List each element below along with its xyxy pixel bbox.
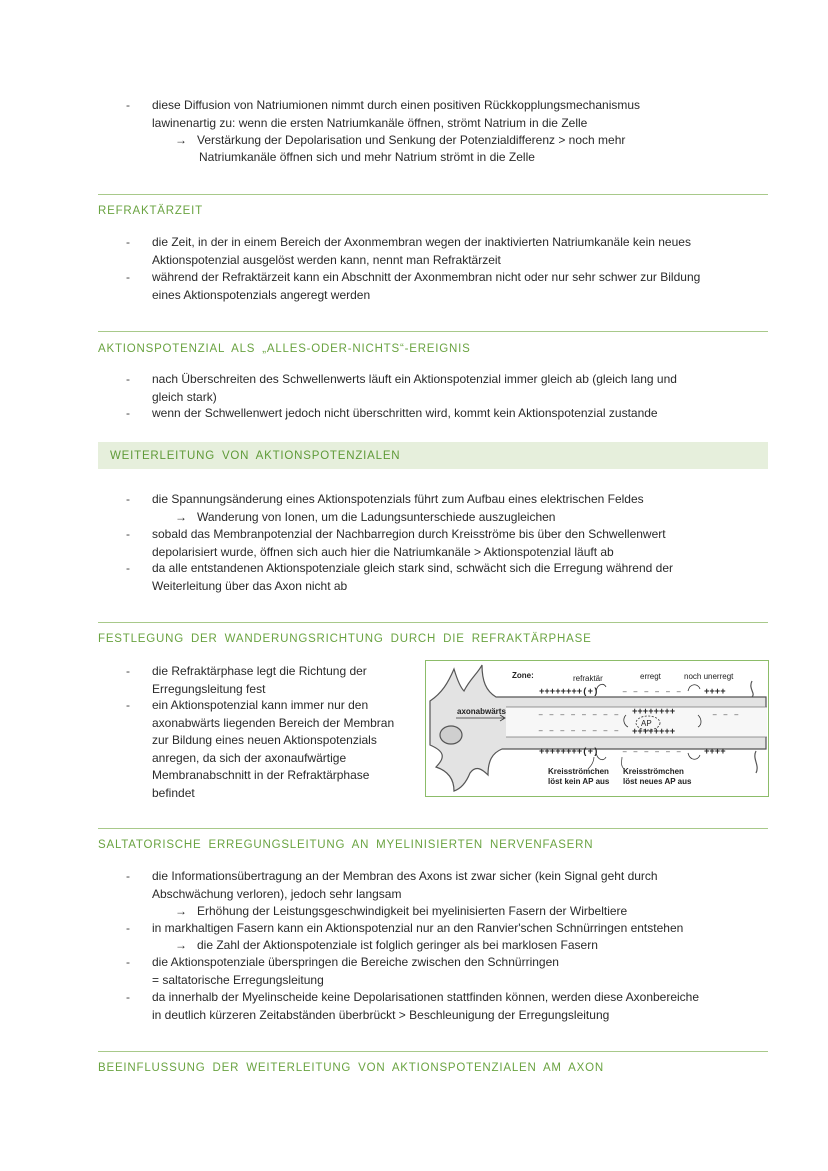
intro-sub-1: → Verstärkung der Depolarisation und Senkung der Potenzialdifferenz > noch mehr [175,132,735,150]
kreis1-line2: löst kein AP aus [548,777,610,786]
intro-sub-1-cont: Natriumkanäle öffnen sich und mehr Natrium strömt in die Zelle [199,150,535,164]
bullet-dash: - [126,561,130,575]
heading-weiterleitung: WEITERLEITUNG VON AKTIONSPOTENZIALEN [110,450,401,462]
charge-minus-top: – – – – – – [622,687,682,697]
salt-bullet-2: in markhaltigen Fasern kann ein Aktionspotenzial nur an den Ranvier'schen Schnürringen entstehen [152,921,684,935]
heading-festlegung: FESTLEGUNG DER WANDERUNGSRICHTUNG DURCH DIE REFRAKTÄRPHASE [98,633,592,645]
charge-plus-bottom-right: ++++ [704,747,726,757]
zone-erregt: erregt [640,672,661,681]
ap-label: AP [641,719,652,728]
salt-bullet-1: die Informationsübertragung an der Membran des Axons ist zwar sicher (kein Signal geht durch Abschwächung verloren), jedoch sehr langsam [152,869,658,901]
charge-minus-inner: – – – – – – – – [538,710,620,720]
bullet-dash: - [126,235,130,249]
weiterleitung-bullet-3: da alle entstandenen Aktionspotenziale gleich stark sind, schwächt sich die Erregung während der Weiterleitung über das Axon nicht ab [152,561,673,593]
arrow-icon: → [175,938,187,952]
label-axonabwaerts: axonabwärts [457,707,506,716]
heading-alles-oder-nichts: AKTIONSPOTENZIAL ALS „ALLES-ODER-NICHTS“-EREIGNIS [98,343,471,355]
zone-unerregt: noch unerregt [684,672,734,681]
arrow-icon: → [175,510,187,524]
refraktaer-bullet-2: während der Refraktärzeit kann ein Abschnitt der Axonmembran nicht oder nur sehr schwer zur Bildung eines Aktionspotenzials angeregt werden [152,270,701,302]
charge-plus-inner-lower: ++++++++ [632,727,676,737]
bullet-dash: - [126,990,130,1004]
bullet-dash: - [126,921,130,935]
bullet-dash: - [126,98,130,112]
cell-nucleus [440,726,462,744]
section-divider [98,331,768,332]
kreis1-line1: Kreisströmchen [548,767,609,776]
charge-plus-bottom: ++++++++(+) [539,747,599,757]
bullet-dash: - [126,955,130,969]
salt-sub-1: → Erhöhung der Leistungsgeschwindigkeit bei myelinisierten Fasern der Wirbeltiere [175,903,735,921]
axon-diagram [425,660,769,797]
festlegung-bullet-2: ein Aktionspotenzial kann immer nur den axonabwärts liegenden Bereich der Membran zur Bildung eines neuen Aktionspotenzials anregen, da sich der axonaufwärtige Membranabschnitt in der Refraktärphase befindet [152,698,395,800]
current-arc-icon [688,753,700,759]
salt-sub-2: → die Zahl der Aktionspotenziale ist folglich geringer als bei marklosen Fasern [175,937,735,955]
bullet-dash: - [126,270,130,284]
section-divider [98,1051,768,1052]
charge-plus-top: ++++++++(+) [539,687,599,697]
charge-plus-top-right: ++++ [704,687,726,697]
charge-minus-inner-right: – – – [712,710,740,720]
salt-bullet-4: da innerhalb der Myelinscheide keine Depolarisationen stattfinden können, werden diese Axonbereiche in deutlich kürzeren Zeitabständen überbrückt > Beschleunigung der Erregungsleitung [152,990,700,1022]
zone-label: Zone: [512,671,534,680]
festlegung-bullet-1: die Refraktärphase legt die Richtung der Erregungsleitung fest [152,664,367,696]
bullet-dash: - [126,527,130,541]
alles-bullet-2: wenn der Schwellenwert jedoch nicht überschritten wird, kommt kein Aktionspotenzial zustande [152,406,658,420]
charge-plus-inner: ++++++++ [632,707,676,717]
zone-refraktaer: refraktär [573,674,603,683]
alles-bullet-1: nach Überschreiten des Schwellenwerts läuft ein Aktionspotenzial immer gleich ab (gleich lang und gleich stark) [152,372,677,404]
heading-saltatorisch: SALTATORISCHE ERREGUNGSLEITUNG AN MYELINISIERTEN NERVENFASERN [98,839,594,851]
weiterleitung-bullet-2: sobald das Membranpotenzial der Nachbarregion durch Kreisströme bis über den Schwellenwert depolarisiert wurde, öffnen sich auch hier die Natriumkanäle > Aktionspotenzial läuft ab [152,527,666,559]
bullet-dash: - [126,698,130,712]
bullet-dash: - [126,406,130,420]
salt-bullet-3: die Aktionspotenziale überspringen die Bereiche zwischen den Schnürringen = saltatorische Erregungsleitung [152,955,559,987]
bullet-dash: - [126,372,130,386]
bullet-dash: - [126,664,130,678]
bullet-dash: - [126,492,130,506]
section-divider [98,194,768,195]
intro-bullet-1: diese Diffusion von Natriumionen nimmt durch einen positiven Rückkopplungsmechanismus lawinenartig zu: wenn die ersten Natriumkanäle öffnen, strömt Natrium in die Zelle [152,98,641,130]
axon-diagram-svg [426,661,767,795]
weiterleitung-sub-1: → Wanderung von Ionen, um die Ladungsunterschiede auszugleichen [175,509,735,527]
arrow-icon: → [175,904,187,918]
charge-minus-inner-lower: – – – – – – – – [538,726,620,736]
section-divider [98,622,768,623]
bullet-dash: - [126,869,130,883]
weiterleitung-bullet-1: die Spannungsänderung eines Aktionspotenzials führt zum Aufbau eines elektrischen Feldes [152,492,644,506]
heading-beeinflussung: BEEINFLUSSUNG DER WEITERLEITUNG VON AKTIONSPOTENZIALEN AM AXON [98,1062,604,1074]
charge-minus-bottom: – – – – – – [622,747,682,757]
current-arc-icon [688,685,700,691]
arrow-icon: → [175,133,187,147]
section-divider [98,828,768,829]
kreis2-line1: Kreisströmchen [623,767,684,776]
refraktaer-bullet-1: die Zeit, in der in einem Bereich der Axonmembran wegen der inaktivierten Natriumkanäle kein neues Aktionspotenzial ausgelöst werden kann, nennt man Refraktärzeit [152,235,691,267]
kreis2-line2: löst neues AP aus [623,777,692,786]
heading-refraktaerzeit: REFRAKTÄRZEIT [98,205,203,217]
